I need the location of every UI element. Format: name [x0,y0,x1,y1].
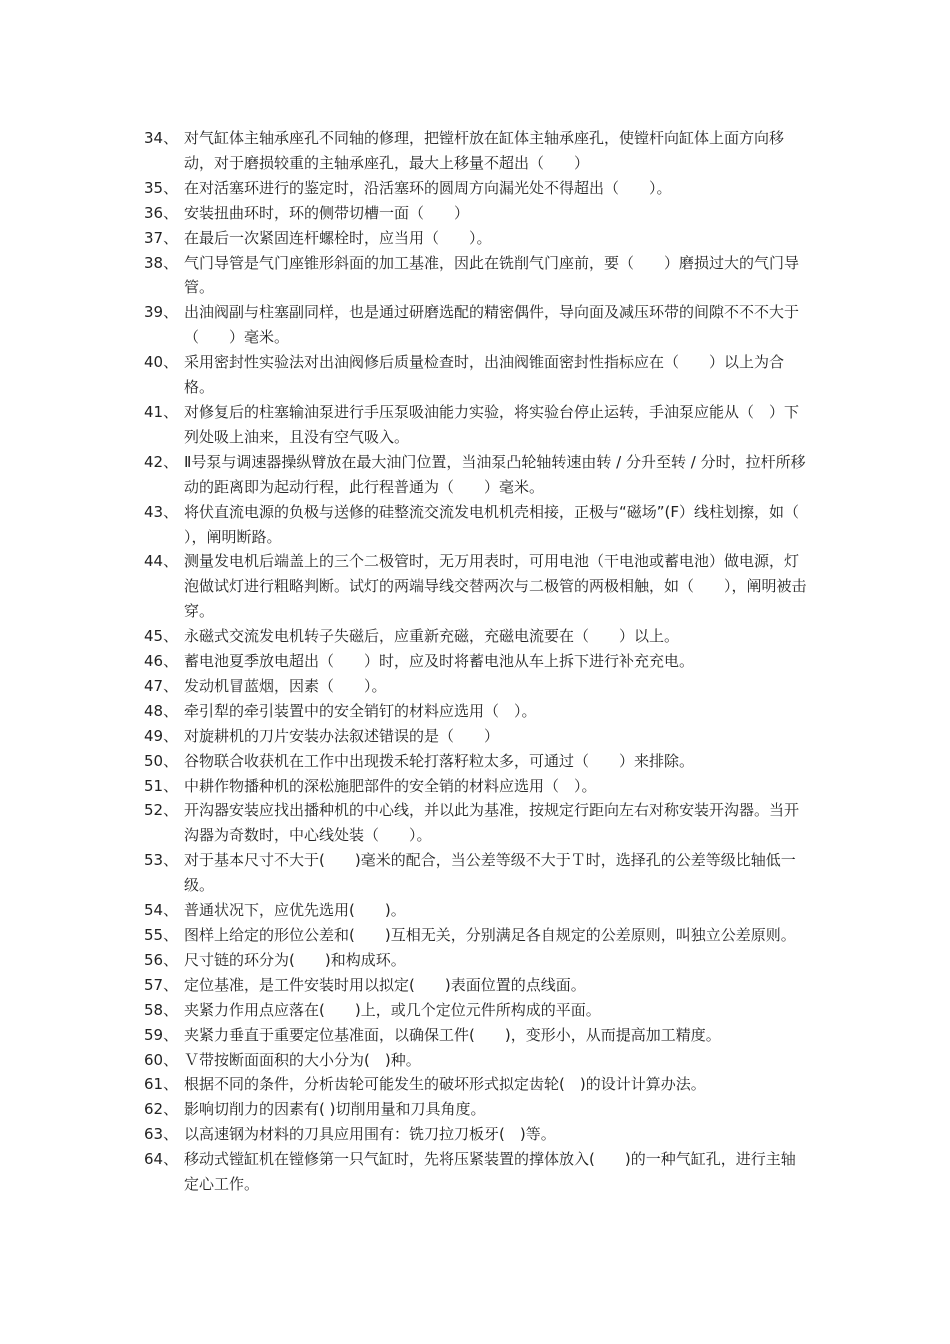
question-item [144,1097,808,1122]
question-item [144,749,808,774]
question-number: 51、 [144,776,179,795]
question-text: 以高速钢为材料的刀具应用围有：铣刀拉刀板牙( )等。 [184,1125,556,1144]
question-number: 37、 [144,228,179,247]
question-text: 对于基本尺寸不大于( )毫米的配合，当公差等级不大于Ｔ时，选择孔的公差等级比轴低一级。 [184,851,796,895]
question-number: 61、 [144,1075,179,1094]
question-number: 60、 [144,1050,179,1069]
question-text: 图样上给定的形位公差和( )互相无关，分别满足各自规定的公差原则，叫独立公差原则。 [184,926,796,944]
question-text: 夹紧力作用点应落在( )上，或几个定位元件所构成的平面。 [184,1000,601,1019]
question-text: 对旋耕机的刀片安装办法叙述错误的是（ ） [184,726,500,745]
question-number: 49、 [144,726,179,745]
question-item [144,848,808,898]
question-text: 在最后一次紧固连杆螺栓时，应当用（ ）。 [184,228,492,247]
question-text: 采用密封性实验法对出油阀修后质量检查时，出油阀锥面密封性指标应在（ ）以上为合格。 [184,353,785,397]
question-number: 38、 [144,253,179,272]
question-text: 根据不同的条件，分析齿轮可能发生的破坏形式拟定齿轮( )的设计计算办法。 [184,1075,706,1094]
question-text: 对修复后的柱塞输油泵进行手压泵吸油能力实验，将实验台停止运转，手油泵应能从（ ）下列处吸上油来，且没有空气吸入。 [184,402,800,446]
question-item [144,923,808,948]
question-text: 普通状况下，应优先选用( )。 [184,901,406,920]
question-list [144,126,830,1197]
question-number: 55、 [144,926,179,944]
question-item [144,176,808,201]
question-item [144,549,808,624]
question-item [144,998,808,1023]
question-item [144,724,808,749]
question-number: 42、 [144,452,179,471]
question-text: 牵引犁的牵引装置中的安全销钉的材料应选用（ ）。 [184,701,537,720]
question-number: 46、 [144,652,179,671]
question-item [144,948,808,973]
question-text: 影响切削力的因素有( )切削用量和刀具角度。 [184,1100,486,1119]
question-item [144,649,808,674]
question-item [144,898,808,923]
question-number: 45、 [144,627,179,646]
question-text: 气门导管是气门座锥形斜面的加工基准，因此在铣削气门座前，要（ ）磨损过大的气门导管。 [184,253,800,297]
question-item [144,1122,808,1147]
question-item [144,1023,808,1048]
question-text: 中耕作物播种机的深松施肥部件的安全销的材料应选用（ ）。 [184,776,597,795]
question-text: 测量发电机后端盖上的三个二极管时，无万用表时，可用电池（干电池或蓄电池）做电源，灯泡做试灯进行粗略判断。试灯的两端导线交替两次与二极管的两极相触，如（ ），阐明被击穿。 [184,552,807,621]
question-number: 43、 [144,502,179,521]
question-item [144,1147,808,1197]
question-item [144,500,830,550]
question-item [144,973,808,998]
question-text: 定位基准，是工件安装时用以拟定( )表面位置的点线面。 [184,975,586,994]
question-number: 34、 [144,129,179,147]
question-number: 39、 [144,303,179,322]
question-number: 53、 [144,851,179,870]
question-text: 蓄电池夏季放电超出（ ）时，应及时将蓄电池从车上拆下进行补充充电。 [184,652,695,671]
question-number: 40、 [144,353,179,372]
question-text: 对气缸体主轴承座孔不同轴的修理，把镗杆放在缸体主轴承座孔，使镗杆向缸体上面方向移动，对于磨损较重的主轴承座孔，最大上移量不超出（ ） [184,129,785,172]
question-text: 开沟器安装应找出播种机的中心线，并以此为基准，按规定行距向左右对称安装开沟器。当开沟器为奇数时，中心线处装（ ）。 [184,801,800,845]
question-number: 35、 [144,178,179,197]
question-text: 尺寸链的环分为( )和构成环。 [184,950,406,969]
question-text: Ⅱ号泵与调速器操纵臂放在最大油门位置，当油泵凸轮轴转速由转 / 分升至转 / 分时，拉杆所移动的距离即为起动行程，此行程普通为（ ）毫米。 [184,452,806,496]
question-number: 36、 [144,203,179,222]
question-text: Ｖ带按断面面积的大小分为( )种。 [184,1050,421,1069]
question-item [144,1048,808,1073]
question-text: 夹紧力垂直于重要定位基准面，以确保工件( )，变形小，从而提高加工精度。 [184,1025,721,1044]
question-text: 安装扭曲环时，环的侧带切槽一面（ ） [184,203,470,222]
question-item [144,798,808,848]
question-item [144,624,808,649]
question-item [144,699,808,724]
question-number: 59、 [144,1025,179,1044]
question-number: 57、 [144,975,179,994]
question-item [144,201,808,226]
question-text: 在对活塞环进行的鉴定时，沿活塞环的圆周方向漏光处不得超出（ ）。 [184,178,672,197]
question-number: 41、 [144,402,179,421]
question-text: 出油阀副与柱塞副同样，也是通过研磨选配的精密偶件，导向面及减压环带的间隙不不不大于（ ）毫米。 [184,303,800,347]
question-number: 64、 [144,1150,179,1169]
question-number: 47、 [144,676,179,695]
question-number: 56、 [144,950,179,969]
question-text: 将伏直流电源的负极与送修的硅整流交流发电机机壳相接，正极与“磁场”(F）线柱划擦，如（ ），阐明断路。 [184,502,830,546]
question-item [144,126,808,176]
question-item [144,251,808,301]
question-number: 44、 [144,552,179,571]
question-text: 谷物联合收获机在工作中出现拨禾轮打落籽粒太多，可通过（ ）来排除。 [184,751,695,770]
question-item [144,674,808,699]
question-number: 62、 [144,1100,179,1119]
question-item [144,226,808,251]
question-number: 58、 [144,1000,179,1019]
question-item [144,1072,808,1097]
question-item [144,300,808,350]
question-number: 50、 [144,751,179,770]
question-item [144,400,808,450]
question-item [144,350,808,400]
question-text: 移动式镗缸机在镗修第一只气缸时，先将压紧装置的撑体放入( )的一种气缸孔，进行主轴定心工作。 [184,1150,796,1194]
question-number: 48、 [144,701,179,720]
question-number: 63、 [144,1125,179,1144]
question-number: 54、 [144,901,179,920]
question-number: 52、 [144,801,179,820]
question-text: 发动机冒蓝烟，因素（ ）。 [184,676,387,695]
question-text: 永磁式交流发电机转子失磁后，应重新充磁，充磁电流要在（ ）以上。 [184,627,680,646]
question-item [144,774,808,799]
question-item [144,450,808,500]
